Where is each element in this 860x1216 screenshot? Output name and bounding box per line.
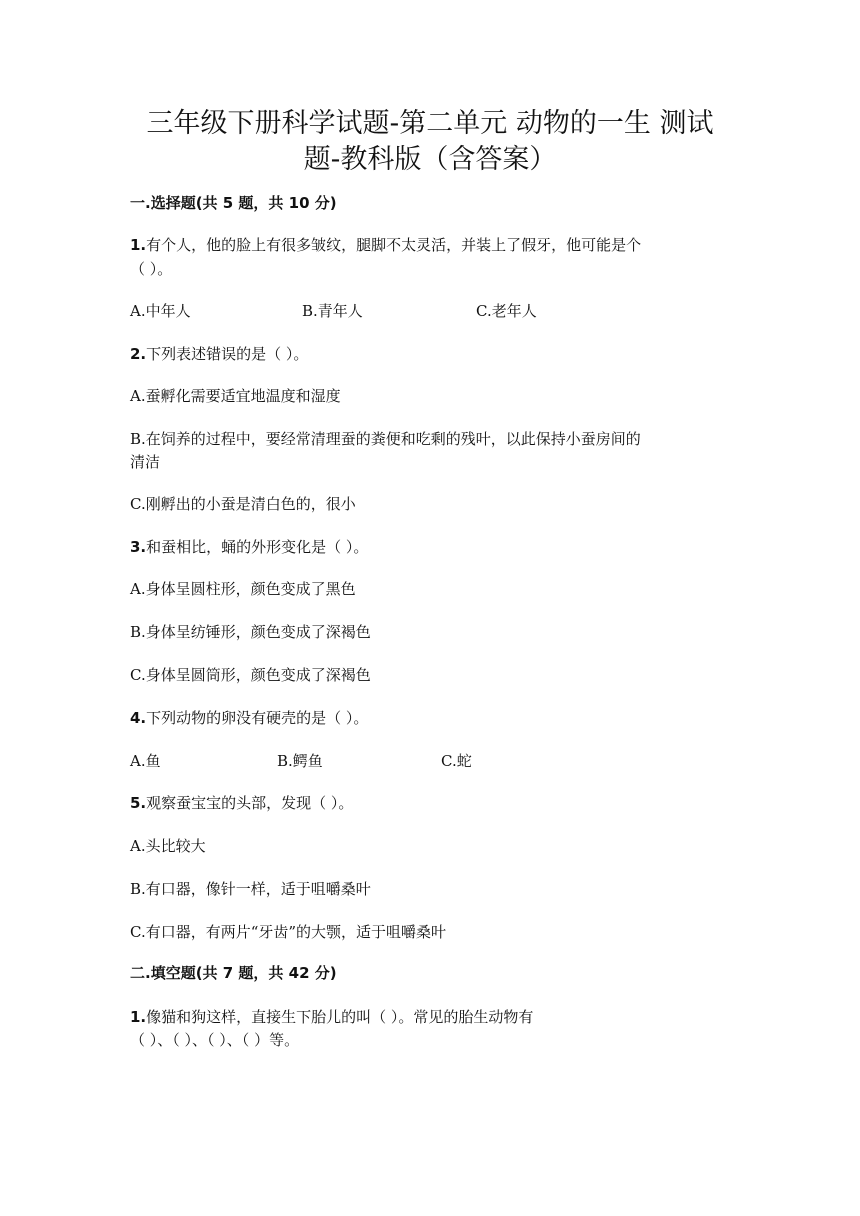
- option-c: C.有口器，有两片“牙齿”的大颚，适于咀嚼桑叶: [130, 923, 447, 941]
- option-a: A.身体呈圆柱形，颜色变成了黑色: [130, 580, 356, 598]
- question-text: 观察蚕宝宝的头部，发现（ ）。: [146, 794, 354, 812]
- question-number: 1.: [130, 236, 147, 254]
- question-4: [130, 706, 368, 730]
- question-text: 像猫和狗这样，直接生下胎儿的叫（ ）。常见的胎生动物有: [146, 1008, 534, 1026]
- question-2: [130, 342, 308, 366]
- question-3: [130, 535, 368, 559]
- option-b: B.鳄鱼: [277, 752, 323, 770]
- option-c: C.身体呈圆筒形，颜色变成了深褐色: [130, 666, 371, 684]
- option-c: C.老年人: [476, 302, 537, 320]
- question-number: 1.: [130, 1008, 147, 1026]
- option-a: A.中年人: [130, 302, 191, 320]
- question-text: 下列表述错误的是（ ）。: [146, 345, 309, 363]
- option-b-continuation: 清洁: [130, 453, 161, 471]
- section-header-choice: 一.选择题(共 5 题，共 10 分): [130, 194, 337, 212]
- question-5: [130, 791, 353, 815]
- option-a: A.鱼: [130, 752, 161, 770]
- option-b: B.青年人: [302, 302, 363, 320]
- question-text: 下列动物的卵没有硬壳的是（ ）。: [146, 709, 369, 727]
- option-c: C.蛇: [441, 752, 472, 770]
- page-title-line-1: 三年级下册科学试题-第二单元 动物的一生 测试: [146, 108, 714, 139]
- question-text: 和蚕相比，蛹的外形变化是（ ）。: [146, 538, 369, 556]
- question-number: 4.: [130, 709, 147, 727]
- question-1-continuation: （ ）。: [130, 260, 173, 278]
- option-a: A.蚕孵化需要适宜地温度和湿度: [130, 387, 341, 405]
- option-c: C.刚孵出的小蚕是清白色的，很小: [130, 495, 356, 513]
- option-a: A.头比较大: [130, 837, 206, 855]
- section-header-fill-blank: 二.填空题(共 7 题，共 42 分): [130, 964, 337, 982]
- question-number: 5.: [130, 794, 147, 812]
- fill-question-1-continuation: （ ）、（ ）、（ ）、（ ）等。: [130, 1031, 300, 1049]
- question-number: 3.: [130, 538, 147, 556]
- question-1: [130, 233, 641, 257]
- question-text: 有个人，他的脸上有很多皱纹，腿脚不太灵活，并装上了假牙，他可能是个: [146, 236, 642, 254]
- option-b: B.身体呈纺锤形，颜色变成了深褐色: [130, 623, 371, 641]
- option-b: B.在饲养的过程中，要经常清理蚕的粪便和吃剩的残叶，以此保持小蚕房间的: [130, 430, 641, 448]
- option-b: B.有口器，像针一样，适于咀嚼桑叶: [130, 880, 371, 898]
- question-number: 2.: [130, 345, 147, 363]
- page-title-line-2: 题-教科版（含答案）: [303, 144, 557, 175]
- fill-question-1: [130, 1005, 533, 1029]
